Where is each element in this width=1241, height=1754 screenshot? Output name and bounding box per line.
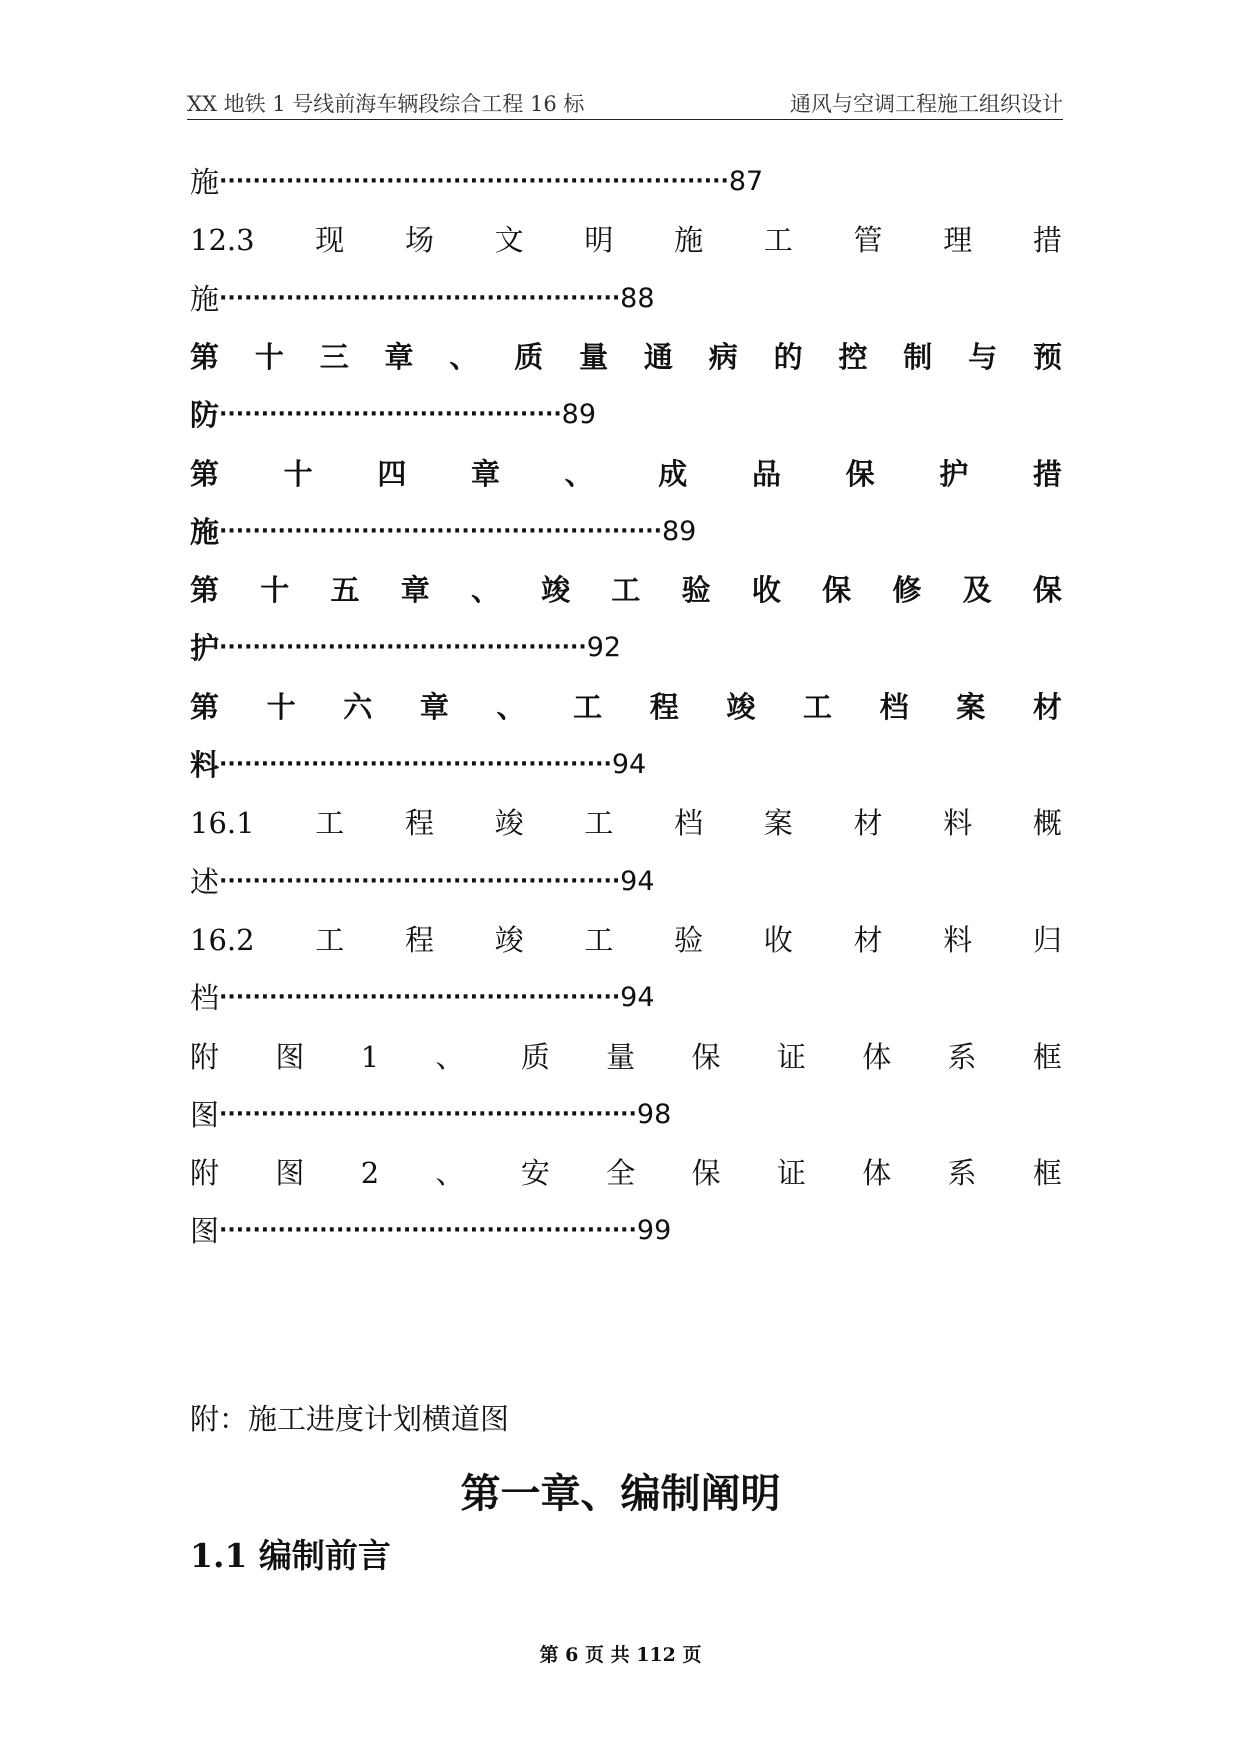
toc-entry-char: 量 xyxy=(606,1039,636,1074)
toc-entry-continuation xyxy=(190,274,1062,324)
toc-entry-char: 十 xyxy=(260,573,290,608)
toc-entry-title xyxy=(190,682,1062,732)
toc-entry-char: 施 xyxy=(674,223,704,258)
toc-entry-char: 工 xyxy=(584,922,614,957)
header-document-title: 通风与空调工程施工组织设计 xyxy=(790,92,1063,116)
toc-entry-char: 全 xyxy=(606,1156,636,1191)
toc-entry-char: 第 xyxy=(190,689,220,724)
toc-entry-char: 验 xyxy=(674,922,704,957)
toc-entry-char: 料 xyxy=(943,922,973,957)
toc-entry-char: 十 xyxy=(283,456,313,491)
toc-entry-continuation xyxy=(190,740,1062,790)
toc-entry-char: 病 xyxy=(708,339,738,374)
toc-leader-dots: ················································ xyxy=(219,868,621,894)
toc-entry-continuation xyxy=(190,507,1062,557)
toc-leader-dots: ··············································· xyxy=(219,752,612,777)
toc-entry-char: 措 xyxy=(1032,223,1062,258)
toc-entry-title xyxy=(190,215,1062,265)
toc-entry-char: 竣 xyxy=(494,922,524,957)
toc-entry-char: 量 xyxy=(579,339,609,374)
toc-entry-char: 附 xyxy=(190,1156,220,1191)
toc-entry-continuation xyxy=(190,623,1062,673)
toc-entry-continuation xyxy=(190,1206,1062,1256)
toc-entry-char: 程 xyxy=(649,689,679,724)
toc-entry-char: 系 xyxy=(947,1156,977,1191)
toc-entry-char: 十 xyxy=(254,339,284,374)
toc-entry-char: 及 xyxy=(962,573,992,608)
toc-entry-char: 品 xyxy=(751,456,781,491)
toc-entry-char: 工 xyxy=(763,223,793,258)
toc-entry-char: 制 xyxy=(903,339,933,374)
toc-entry-char: 质 xyxy=(520,1039,550,1074)
toc-entry-title xyxy=(190,449,1062,499)
toc-entry-char: 工 xyxy=(803,689,833,724)
toc-entry-char: 附 xyxy=(190,1039,220,1074)
toc-entry-continuation xyxy=(190,390,1062,440)
toc-page-number: 87 xyxy=(728,166,764,197)
toc-entry-char: 验 xyxy=(681,573,711,608)
toc-entry-char: 收 xyxy=(763,922,793,957)
toc-page-number: 98 xyxy=(636,1098,672,1130)
page-header xyxy=(187,86,1063,120)
toc-entry-char: 、 xyxy=(435,1039,465,1074)
toc-entry-char: 工 xyxy=(611,573,641,608)
toc-entry-char: 与 xyxy=(968,339,998,374)
toc-entry-char: 章 xyxy=(470,456,500,491)
toc-entry-char: 工 xyxy=(573,689,603,724)
toc-entry-text: 护 xyxy=(190,631,220,666)
toc-entry-char: 十 xyxy=(266,689,296,724)
page-footer: 第 6 页 共 112 页 xyxy=(539,1644,702,1666)
toc-entry-char: 归 xyxy=(1032,922,1062,957)
toc-entry-text: 施 xyxy=(190,514,220,549)
section-heading: 1.1 编制前言 xyxy=(190,1536,391,1575)
toc-entry-char: 竣 xyxy=(726,689,756,724)
toc-page-number: 94 xyxy=(611,749,647,780)
toc-entry-char: 图 xyxy=(275,1156,305,1191)
toc-entry-char: 第 xyxy=(190,339,220,374)
toc-entry-char: 案 xyxy=(763,806,793,841)
toc-entry-text: 图 xyxy=(190,1214,220,1249)
toc-entry-char: 成 xyxy=(658,456,688,491)
toc-entry-title xyxy=(190,915,1062,965)
toc-entry-char: 质 xyxy=(514,339,544,374)
toc-leader-dots: ····························································· xyxy=(219,169,729,194)
toc-entry-char: 修 xyxy=(892,573,922,608)
toc-entry-char: 证 xyxy=(776,1039,806,1074)
toc-entry-title xyxy=(190,798,1062,848)
toc-entry-title xyxy=(190,1032,1062,1082)
toc-appendix-entry: 附：施工进度计划横道图 xyxy=(190,1402,510,1436)
toc-entry-char: 案 xyxy=(956,689,986,724)
toc-leader-dots: ········································· xyxy=(219,402,562,428)
toc-entry-char: 材 xyxy=(1032,689,1062,724)
toc-page-number: 88 xyxy=(620,282,655,314)
toc-entry-char: 现 xyxy=(315,223,345,258)
toc-entry-text: 图 xyxy=(190,1097,220,1132)
toc-entry-continuation xyxy=(190,857,1062,907)
toc-entry-continuation xyxy=(190,973,1062,1023)
toc-entry-char: 程 xyxy=(404,922,434,957)
toc-entry-char: 框 xyxy=(1032,1039,1062,1074)
toc-entry-char: 控 xyxy=(838,339,868,374)
toc-entry-char: 措 xyxy=(1032,456,1062,491)
toc-entry-char: 通 xyxy=(643,339,673,374)
toc-entry-char: 竣 xyxy=(494,806,524,841)
toc-entry-char: 料 xyxy=(943,806,973,841)
toc-entry-char: 工 xyxy=(584,806,614,841)
toc-entry-char: 1 xyxy=(360,1039,380,1074)
toc-leader-dots: ················································ xyxy=(219,285,621,311)
toc-leader-dots: ·················································· xyxy=(219,1218,637,1244)
toc-page-number: 89 xyxy=(561,399,597,431)
toc-entry-char: 12.3 xyxy=(190,223,255,258)
toc-entry-char: 证 xyxy=(776,1156,806,1191)
toc-entry-char: 安 xyxy=(520,1156,550,1191)
toc-entry-char: 、 xyxy=(564,456,594,491)
toc-entry-char: 护 xyxy=(939,456,969,491)
toc-entry-char: 章 xyxy=(419,689,449,724)
toc-entry-char: 预 xyxy=(1032,339,1062,374)
toc-entry-title xyxy=(190,1148,1062,1198)
toc-entry-text: 述 xyxy=(190,864,220,899)
toc-entry-continuation xyxy=(190,1090,1062,1140)
toc-leader-dots: ·················································· xyxy=(219,1101,637,1127)
toc-entry-char: 保 xyxy=(822,573,852,608)
toc-entry-text: 施 xyxy=(190,165,220,199)
toc-entry-char: 文 xyxy=(494,223,524,258)
toc-entry-char: 工 xyxy=(315,806,345,841)
toc-entry-char: 档 xyxy=(674,806,704,841)
toc-entry-text: 施 xyxy=(190,281,220,316)
toc-entry-char: 竣 xyxy=(541,573,571,608)
toc-leader-dots: ····················································· xyxy=(219,518,662,544)
header-project-title: XX 地铁 1 号线前海车辆段综合工程 16 标 xyxy=(187,92,585,116)
toc-entry-char: 保 xyxy=(1032,573,1062,608)
toc-entry-title xyxy=(190,565,1062,615)
toc-entry-char: 的 xyxy=(773,339,803,374)
toc-entry-char: 体 xyxy=(862,1039,892,1074)
toc-entry-char: 保 xyxy=(845,456,875,491)
toc-entry-char: 管 xyxy=(853,223,883,258)
toc-entry-char: 、 xyxy=(449,339,479,374)
toc-entry-char: 第 xyxy=(190,573,220,608)
toc-entry-char: 第 xyxy=(190,456,220,491)
toc-entry-char: 图 xyxy=(275,1039,305,1074)
toc-entry-char: 程 xyxy=(404,806,434,841)
toc-entry-char: 保 xyxy=(691,1039,721,1074)
toc-entry-char: 16.1 xyxy=(190,806,255,841)
toc-entry-char: 收 xyxy=(751,573,781,608)
toc-page-number: 89 xyxy=(661,515,697,547)
toc-entry-text: 档 xyxy=(190,981,220,1016)
toc-entry-char: 保 xyxy=(691,1156,721,1191)
toc-entry-char: 档 xyxy=(879,689,909,724)
toc-entry-title xyxy=(190,332,1062,382)
toc-page-number: 94 xyxy=(620,865,655,897)
toc-entry-continuation xyxy=(190,157,1062,207)
toc-page-number: 94 xyxy=(620,982,655,1014)
chapter-heading: 第一章、编制阐明 xyxy=(460,1470,781,1517)
toc-entry-text: 防 xyxy=(190,398,220,433)
toc-entry-text: 料 xyxy=(190,748,220,782)
toc-entry-char: 2 xyxy=(360,1156,380,1191)
toc-entry-char: 工 xyxy=(315,922,345,957)
toc-entry-char: 、 xyxy=(496,689,526,724)
toc-page-number: 99 xyxy=(636,1215,672,1247)
toc-leader-dots: ············································ xyxy=(219,635,587,661)
toc-entry-char: 、 xyxy=(470,573,500,608)
toc-entry-char: 场 xyxy=(404,223,434,258)
toc-page-number: 92 xyxy=(586,632,622,664)
toc-entry-char: 五 xyxy=(330,573,360,608)
toc-entry-char: 六 xyxy=(343,689,373,724)
toc-entry-char: 框 xyxy=(1032,1156,1062,1191)
toc-entry-char: 章 xyxy=(400,573,430,608)
toc-entry-char: 材 xyxy=(853,922,883,957)
toc-entry-char: 四 xyxy=(377,456,407,491)
toc-entry-char: 16.2 xyxy=(190,922,255,957)
toc-entry-char: 系 xyxy=(947,1039,977,1074)
toc-entry-char: 明 xyxy=(584,223,614,258)
toc-entry-char: 概 xyxy=(1032,806,1062,841)
toc-leader-dots: ················································ xyxy=(219,985,621,1011)
toc-entry-char: 体 xyxy=(862,1156,892,1191)
toc-entry-char: 、 xyxy=(435,1156,465,1191)
toc-entry-char: 理 xyxy=(943,223,973,258)
toc-entry-char: 材 xyxy=(853,806,883,841)
toc-entry-char: 章 xyxy=(384,339,414,374)
toc-entry-char: 三 xyxy=(319,339,349,374)
